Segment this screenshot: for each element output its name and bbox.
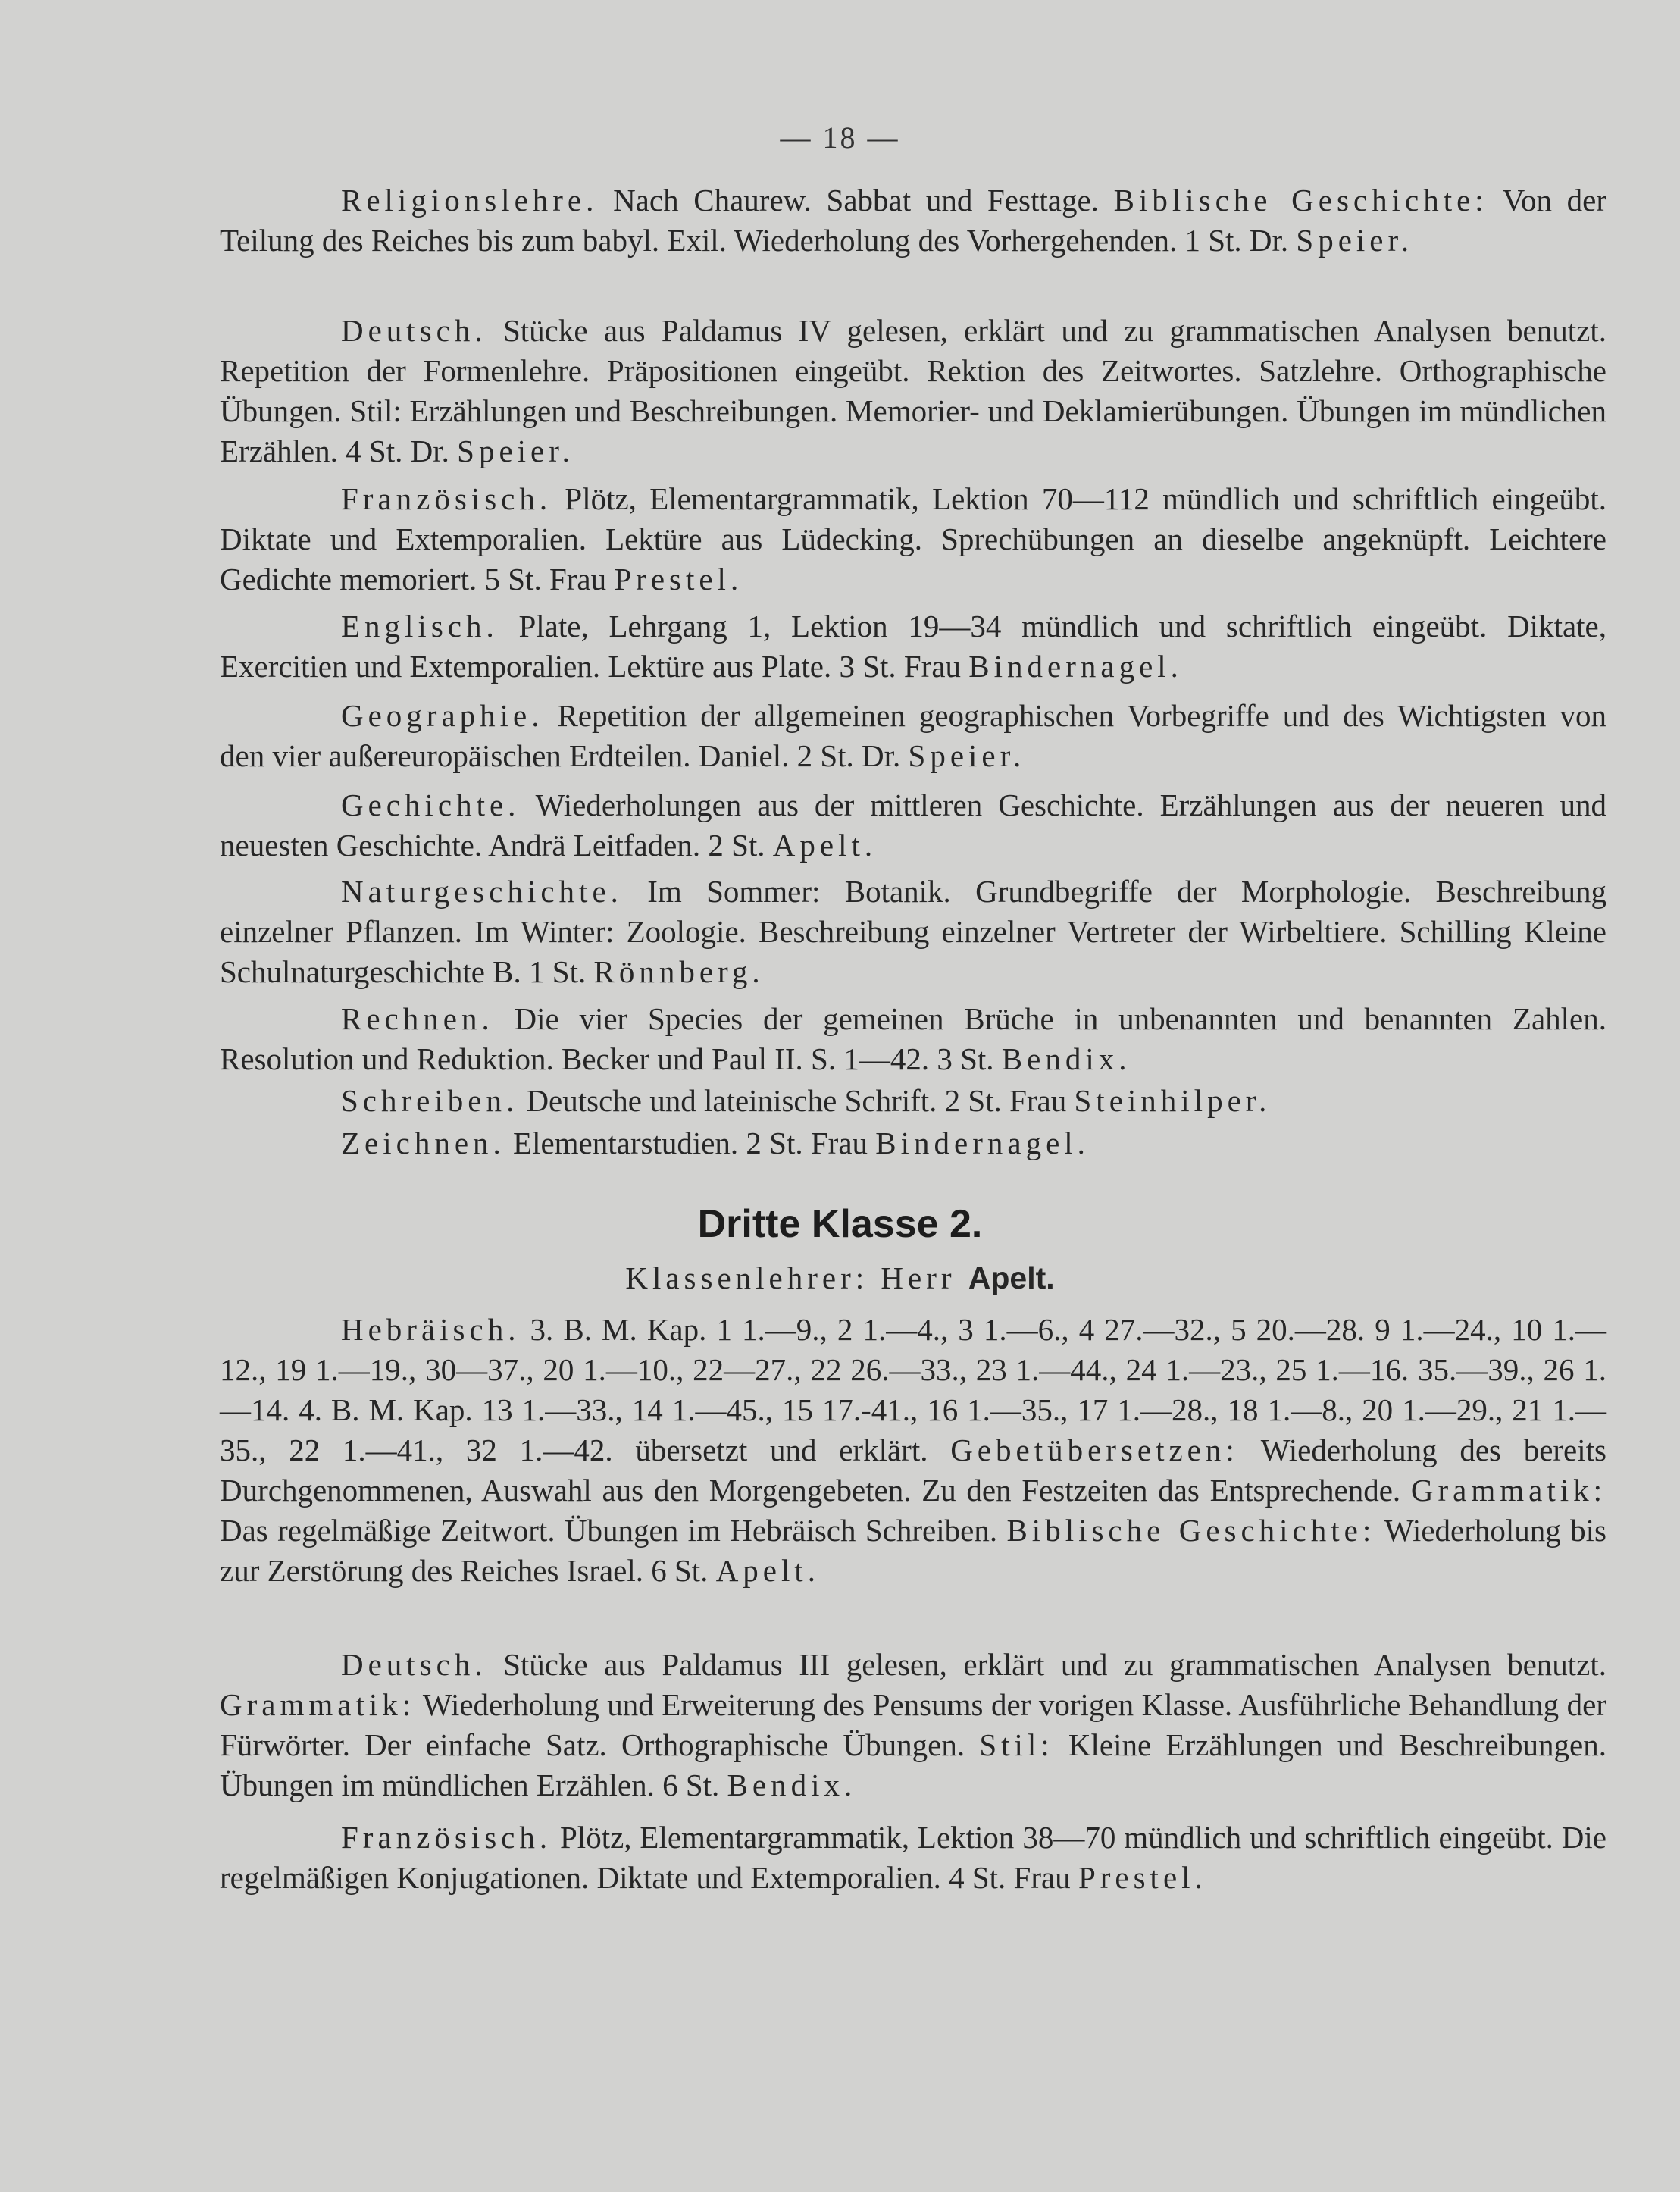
paragraph-deutsch-2: Deutsch. Stücke aus Paldamus III gelesen, erklärt und zu grammatischen Analysen benutzt. Grammatik: Wiederholung und Erweiterung des Pensums der vorigen Klasse. Ausführliche Behandlung der Fürwörter. Der einfache Satz. Orthographische Übungen. Stil: Kleine Erzählungen und Beschreibungen. Übungen im mündlichen Erzählen. 6 St. Bendix. (220, 1647, 1606, 1802)
paragraph-deutsch: Deutsch. Stücke aus Paldamus IV gelesen, erklärt und zu grammatischen Analysen benutzt. Repetition der Formenlehre. Präpositionen eingeübt. Rektion des Zeitwortes. Satzlehre. Orthographische Übungen. Stil: Erzählungen und Beschreibungen. Memorier- und Deklamierübungen. Übungen im mündlichen Erzählen. 4 St. Dr. Speier. (220, 313, 1606, 468)
paragraph-rechnen: Rechnen. Die vier Species der gemeinen Brüche in unbenannten und benannten Zahlen. Resolution und Reduktion. Becker und Paul II. S. 1—42. 3 St. Bendix. (220, 1001, 1606, 1076)
subject-heading: Rechnen. (341, 1001, 494, 1036)
subject-heading: Naturgeschichte. (341, 874, 623, 909)
teacher-name: Speier. (1296, 223, 1414, 258)
subject-heading: Französisch. (341, 481, 552, 516)
teacher-name: Rönnberg. (593, 954, 765, 989)
paragraph-geographie: Geographie. Repetition der allgemeinen geographischen Vorbegriffe und des Wichtigsten von den vier außereuropäischen Erdteilen. Daniel. 2 St. Dr. Speier. (220, 698, 1606, 773)
subject-heading: Religionslehre. (341, 183, 599, 218)
teacher-name: Bindernagel. (968, 649, 1183, 684)
teacher-name: Prestel. (614, 562, 743, 597)
teacher-name: Apelt. (772, 828, 878, 863)
subject-heading: Schreiben. (341, 1083, 519, 1118)
paragraph-naturgeschichte: Naturgeschichte. Im Sommer: Botanik. Grundbegriffe der Morphologie. Beschreibung einzelner Pflanzen. Im Winter: Zoologie. Beschreibung einzelner Vertreter der Wirbeltiere. Schilling Kleine Schulnaturgeschichte B. 1 St. Rönnberg. (220, 874, 1606, 989)
paragraph-englisch: Englisch. Plate, Lehrgang 1, Lektion 19—34 mündlich und schriftlich eingeübt. Diktate, Exercitien und Extemporalien. Lektüre aus Plate. 3 St. Frau Bindernagel. (220, 609, 1606, 684)
teacher-name: Speier. (908, 738, 1026, 773)
paragraph-franzoesisch-2: Französisch. Plötz, Elementargrammatik, Lektion 38—70 mündlich und schriftlich eingeübt. Die regelmäßigen Konjugationen. Diktate und Extemporalien. 4 St. Frau Prestel. (220, 1820, 1606, 1895)
subject-heading: Englisch. (341, 609, 499, 644)
teacher-name: Bendix. (1001, 1041, 1131, 1076)
teacher-name: Prestel. (1078, 1860, 1207, 1895)
subject-heading: Gechichte. (341, 788, 521, 822)
teacher-name: Bendix. (727, 1768, 857, 1802)
paragraph-religionslehre: Religionslehre. Nach Chaurew. Sabbat und Festtage. Biblische Geschichte: Von der Teilung des Reiches bis zum babyl. Exil. Wiederholung des Vorhergehenden. 1 St. Dr. Speier. (220, 183, 1607, 258)
teacher-name: Apelt. (715, 1553, 821, 1588)
paragraph-hebraeisch: Hebräisch. 3. B. M. Kap. 1 1.—9., 2 1.—4., 3 1.—6., 4 27.—32., 5 20.—28. 9 1.—24., 10 1.—12., 19 1.—19., 30—37., 20 1.—10., 22—27., 22 26.—33., 23 1.—44., 24 1.—23., 25 1.—16. 35.—39., 26 1.—14. 4. B. M. Kap. 13 1.—33., 14 1.—45., 15 17.-41., 16 1.—35., 17 1.—28., 18 1.—8., 20 1.—29., 21 1.—35., 22 1.—41., 32 1.—42. übersetzt und erklärt. Gebetübersetzen: Wiederholung des bereits Durchgenommenen, Auswahl aus den Morgengebeten. Zu den Festzeiten das Entsprechende. Grammatik: Das regelmäßige Zeitwort. Übungen im Hebräisch Schreiben. Biblische Geschichte: Wiederholung bis zur Zerstörung des Reiches Israel. 6 St. Apelt. (220, 1312, 1606, 1588)
teacher-name: Steinhilper. (1074, 1083, 1272, 1118)
subject-heading: Geographie. (341, 698, 544, 733)
class-title: Dritte Klasse 2. (697, 1202, 983, 1246)
paragraph-franzoesisch: Französisch. Plötz, Elementargrammatik, Lektion 70—112 mündlich und schriftlich eingeübt. Diktate und Extemporalien. Lektüre aus Lüdecking. Sprechübungen an dieselbe angeknüpft. Leichtere Gedichte memoriert. 5 St. Frau Prestel. (220, 481, 1606, 597)
class-teacher-name: Apelt. (968, 1260, 1055, 1295)
paragraph-zeichnen: Zeichnen. Elementarstudien. 2 St. Frau Bindernagel. (341, 1126, 1090, 1160)
page-number: — 18 — (780, 121, 900, 155)
class-teacher: Klassenlehrer: Herr Apelt. (625, 1260, 1055, 1295)
subject-heading: Deutsch. (341, 1647, 487, 1682)
teacher-name: Speier. (457, 434, 574, 468)
paragraph-geschichte: Gechichte. Wiederholungen aus der mittleren Geschichte. Erzählungen aus der neueren und neuesten Geschichte. Andrä Leitfaden. 2 St. Apelt. (220, 788, 1606, 863)
paragraph-schreiben: Schreiben. Deutsche und lateinische Schrift. 2 St. Frau Steinhilper. (341, 1083, 1272, 1118)
subject-heading: Französisch. (341, 1820, 552, 1855)
subject-heading: Deutsch. (341, 313, 487, 348)
subject-heading: Zeichnen. (341, 1126, 505, 1160)
subject-heading: Hebräisch. (341, 1312, 521, 1347)
teacher-name: Bindernagel. (875, 1126, 1090, 1160)
